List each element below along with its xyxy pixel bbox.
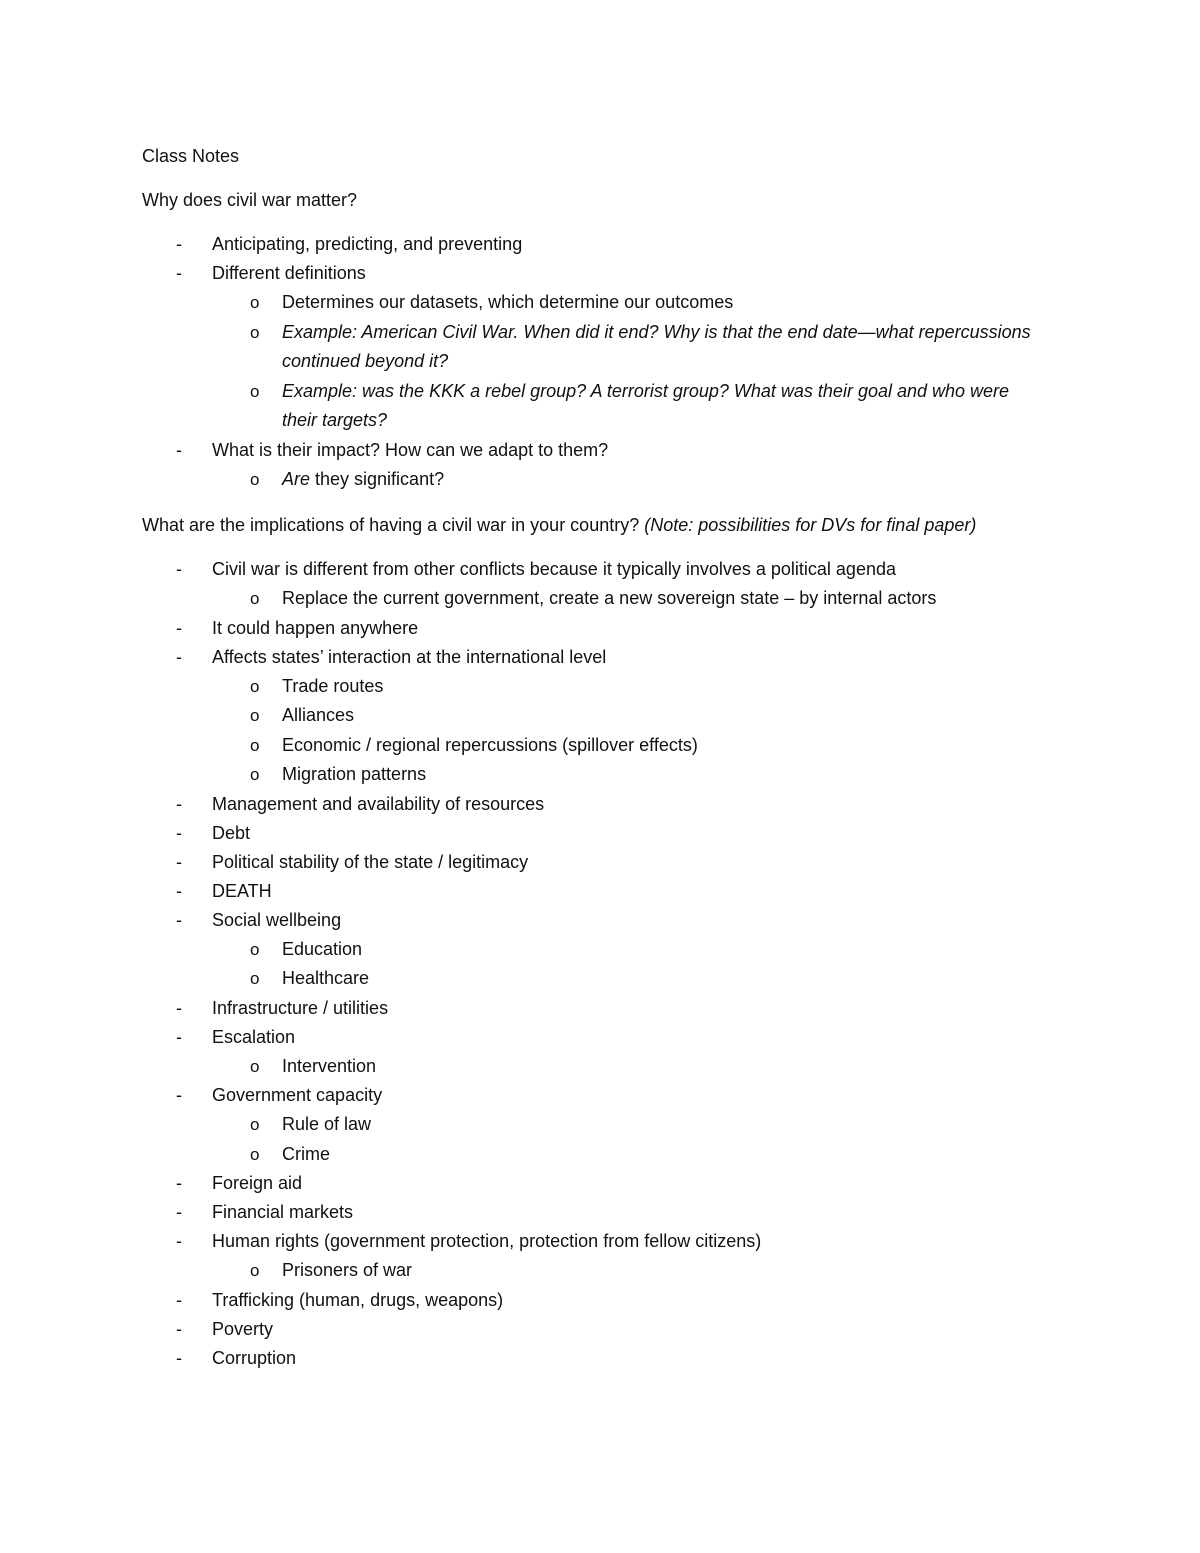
dash-marker: -: [176, 822, 182, 843]
dash-marker: -: [176, 880, 182, 901]
dash-marker: -: [176, 559, 182, 579]
list-item-text: Financial markets: [212, 1202, 354, 1222]
sub-list-item-text: Prisoners of war: [282, 1260, 413, 1280]
dash-marker: -: [176, 1231, 182, 1251]
list-item: [142, 1081, 1042, 1110]
sub-list-item: [142, 318, 1042, 377]
list-item-text: Foreign aid: [212, 1173, 303, 1193]
sub-list-item-text: they significant?: [310, 468, 445, 489]
sub-list-item-text: Replace the current government, create a new sovereign state – by internal actors: [282, 588, 937, 608]
list-item: [142, 819, 1042, 848]
dash-marker: -: [176, 1318, 182, 1339]
circle-marker: o: [250, 706, 260, 725]
list-item-text: Social wellbeing: [212, 909, 342, 930]
dash-marker: -: [176, 439, 182, 460]
list-item: [142, 790, 1042, 819]
sub-list-item: [142, 672, 1042, 702]
list-item-text: Civil war is different from other conflicts because it typically involves a political agenda: [212, 559, 896, 579]
sub-list-item-text: Intervention: [282, 1055, 377, 1076]
sub-list-item: [142, 1140, 1042, 1170]
sub-list-item-text: Rule of law: [282, 1114, 372, 1134]
sub-list-item: [142, 731, 1042, 761]
list-item-text: Different definitions: [212, 263, 366, 283]
dash-marker: -: [176, 1347, 182, 1368]
list-item: [142, 614, 1042, 643]
circle-marker: o: [250, 1056, 260, 1076]
question-note: (Note: possibilities for DVs for final paper): [644, 515, 977, 535]
dash-marker: -: [176, 263, 182, 283]
list-item-text: It could happen anywhere: [212, 617, 419, 638]
list-item-text: What is their impact? How can we adapt to them?: [212, 439, 609, 460]
dash-marker: -: [176, 1173, 182, 1193]
sub-list-item: [142, 1052, 1042, 1082]
emphasis-text: Are: [282, 468, 311, 489]
list-item: [142, 436, 1042, 465]
circle-marker: o: [250, 765, 260, 784]
circle-marker: o: [250, 1115, 260, 1134]
dash-marker: -: [176, 909, 182, 930]
sub-list-item-text: Determines our datasets, which determine our outcomes: [282, 292, 734, 312]
question-implications: [142, 511, 1042, 540]
sub-list-item-text: Education: [282, 938, 363, 959]
sub-list-item-text: Crime: [282, 1143, 330, 1164]
dash-marker: -: [176, 1202, 182, 1222]
list-item: [142, 1198, 1042, 1227]
bullet-list-why: [142, 230, 1042, 494]
sub-list-item-text: Example: was the KKK a rebel group? A terrorist group? What was their goal and who were their targets?: [282, 380, 1010, 430]
list-item-text: DEATH: [212, 880, 272, 901]
circle-marker: o: [250, 381, 260, 401]
list-item-text: Management and availability of resources: [212, 793, 545, 814]
list-item: [142, 877, 1042, 906]
list-item-text: Anticipating, predicting, and preventing: [212, 234, 523, 254]
list-item: [142, 1344, 1042, 1373]
list-item: [142, 230, 1042, 259]
doc-title: Class Notes: [142, 146, 240, 166]
sub-list-item: [142, 1256, 1042, 1286]
sub-list-item-text: Example: American Civil War. When did it end? Why is that the end date—what repercussions continued beyond it?: [282, 321, 1031, 371]
list-item-text: Trafficking (human, drugs, weapons): [212, 1289, 504, 1310]
dash-marker: -: [176, 646, 182, 667]
circle-marker: o: [250, 1144, 260, 1164]
sub-list-item: [142, 377, 1042, 436]
sub-list-item-text: Trade routes: [282, 675, 384, 696]
question-why-civil-war-matters: Why does civil war matter?: [142, 190, 358, 210]
circle-marker: o: [250, 939, 260, 959]
list-item: [142, 643, 1042, 672]
list-item: [142, 1315, 1042, 1344]
sub-list-item: [142, 760, 1042, 790]
list-item: [142, 1023, 1042, 1052]
circle-marker: o: [250, 322, 260, 342]
list-item-text: Political stability of the state / legitimacy: [212, 851, 529, 872]
sub-list-item: [142, 701, 1042, 731]
circle-marker: o: [250, 969, 260, 988]
circle-marker: o: [250, 735, 260, 755]
sub-list-item: [142, 288, 1042, 318]
dash-marker: -: [176, 1085, 182, 1105]
sub-list-item-text: Economic / regional repercussions (spillover effects): [282, 734, 698, 755]
sub-list-item: [142, 1110, 1042, 1140]
circle-marker: o: [250, 469, 260, 489]
sub-list-item: [142, 584, 1042, 614]
list-item-text: Debt: [212, 822, 251, 843]
sub-list-item: [142, 935, 1042, 965]
dash-marker: -: [176, 234, 182, 254]
dash-marker: -: [176, 997, 182, 1018]
circle-marker: o: [250, 589, 260, 608]
dash-marker: -: [176, 617, 182, 638]
question-text: What are the implications of having a civil war in your country?: [142, 515, 645, 535]
list-item: [142, 1286, 1042, 1315]
document-body: [142, 142, 1042, 1373]
circle-marker: o: [250, 676, 260, 696]
circle-marker: o: [250, 1261, 260, 1280]
dash-marker: -: [176, 1026, 182, 1047]
circle-marker: o: [250, 293, 260, 312]
sub-list-item-text: Migration patterns: [282, 764, 427, 784]
dash-marker: -: [176, 793, 182, 814]
sub-list-item-text: Alliances: [282, 705, 355, 725]
list-item: [142, 1169, 1042, 1198]
list-item: [142, 848, 1042, 877]
list-item-text: Affects states’ interaction at the international level: [212, 646, 607, 667]
dash-marker: -: [176, 1289, 182, 1310]
list-item-text: Corruption: [212, 1347, 297, 1368]
list-item-text: Human rights (government protection, protection from fellow citizens): [212, 1231, 762, 1251]
list-item-text: Infrastructure / utilities: [212, 997, 389, 1018]
bullet-list-implications: [142, 555, 1042, 1373]
list-item: [142, 994, 1042, 1023]
sub-list-item: [142, 465, 1042, 495]
list-item-text: Poverty: [212, 1318, 274, 1339]
list-item: [142, 259, 1042, 288]
list-item: [142, 906, 1042, 935]
list-item: [142, 1227, 1042, 1256]
sub-list-item: [142, 964, 1042, 994]
dash-marker: -: [176, 851, 182, 872]
list-item-text: Government capacity: [212, 1085, 383, 1105]
list-item-text: Escalation: [212, 1026, 296, 1047]
list-item: [142, 555, 1042, 584]
sub-list-item-text: Healthcare: [282, 968, 370, 988]
